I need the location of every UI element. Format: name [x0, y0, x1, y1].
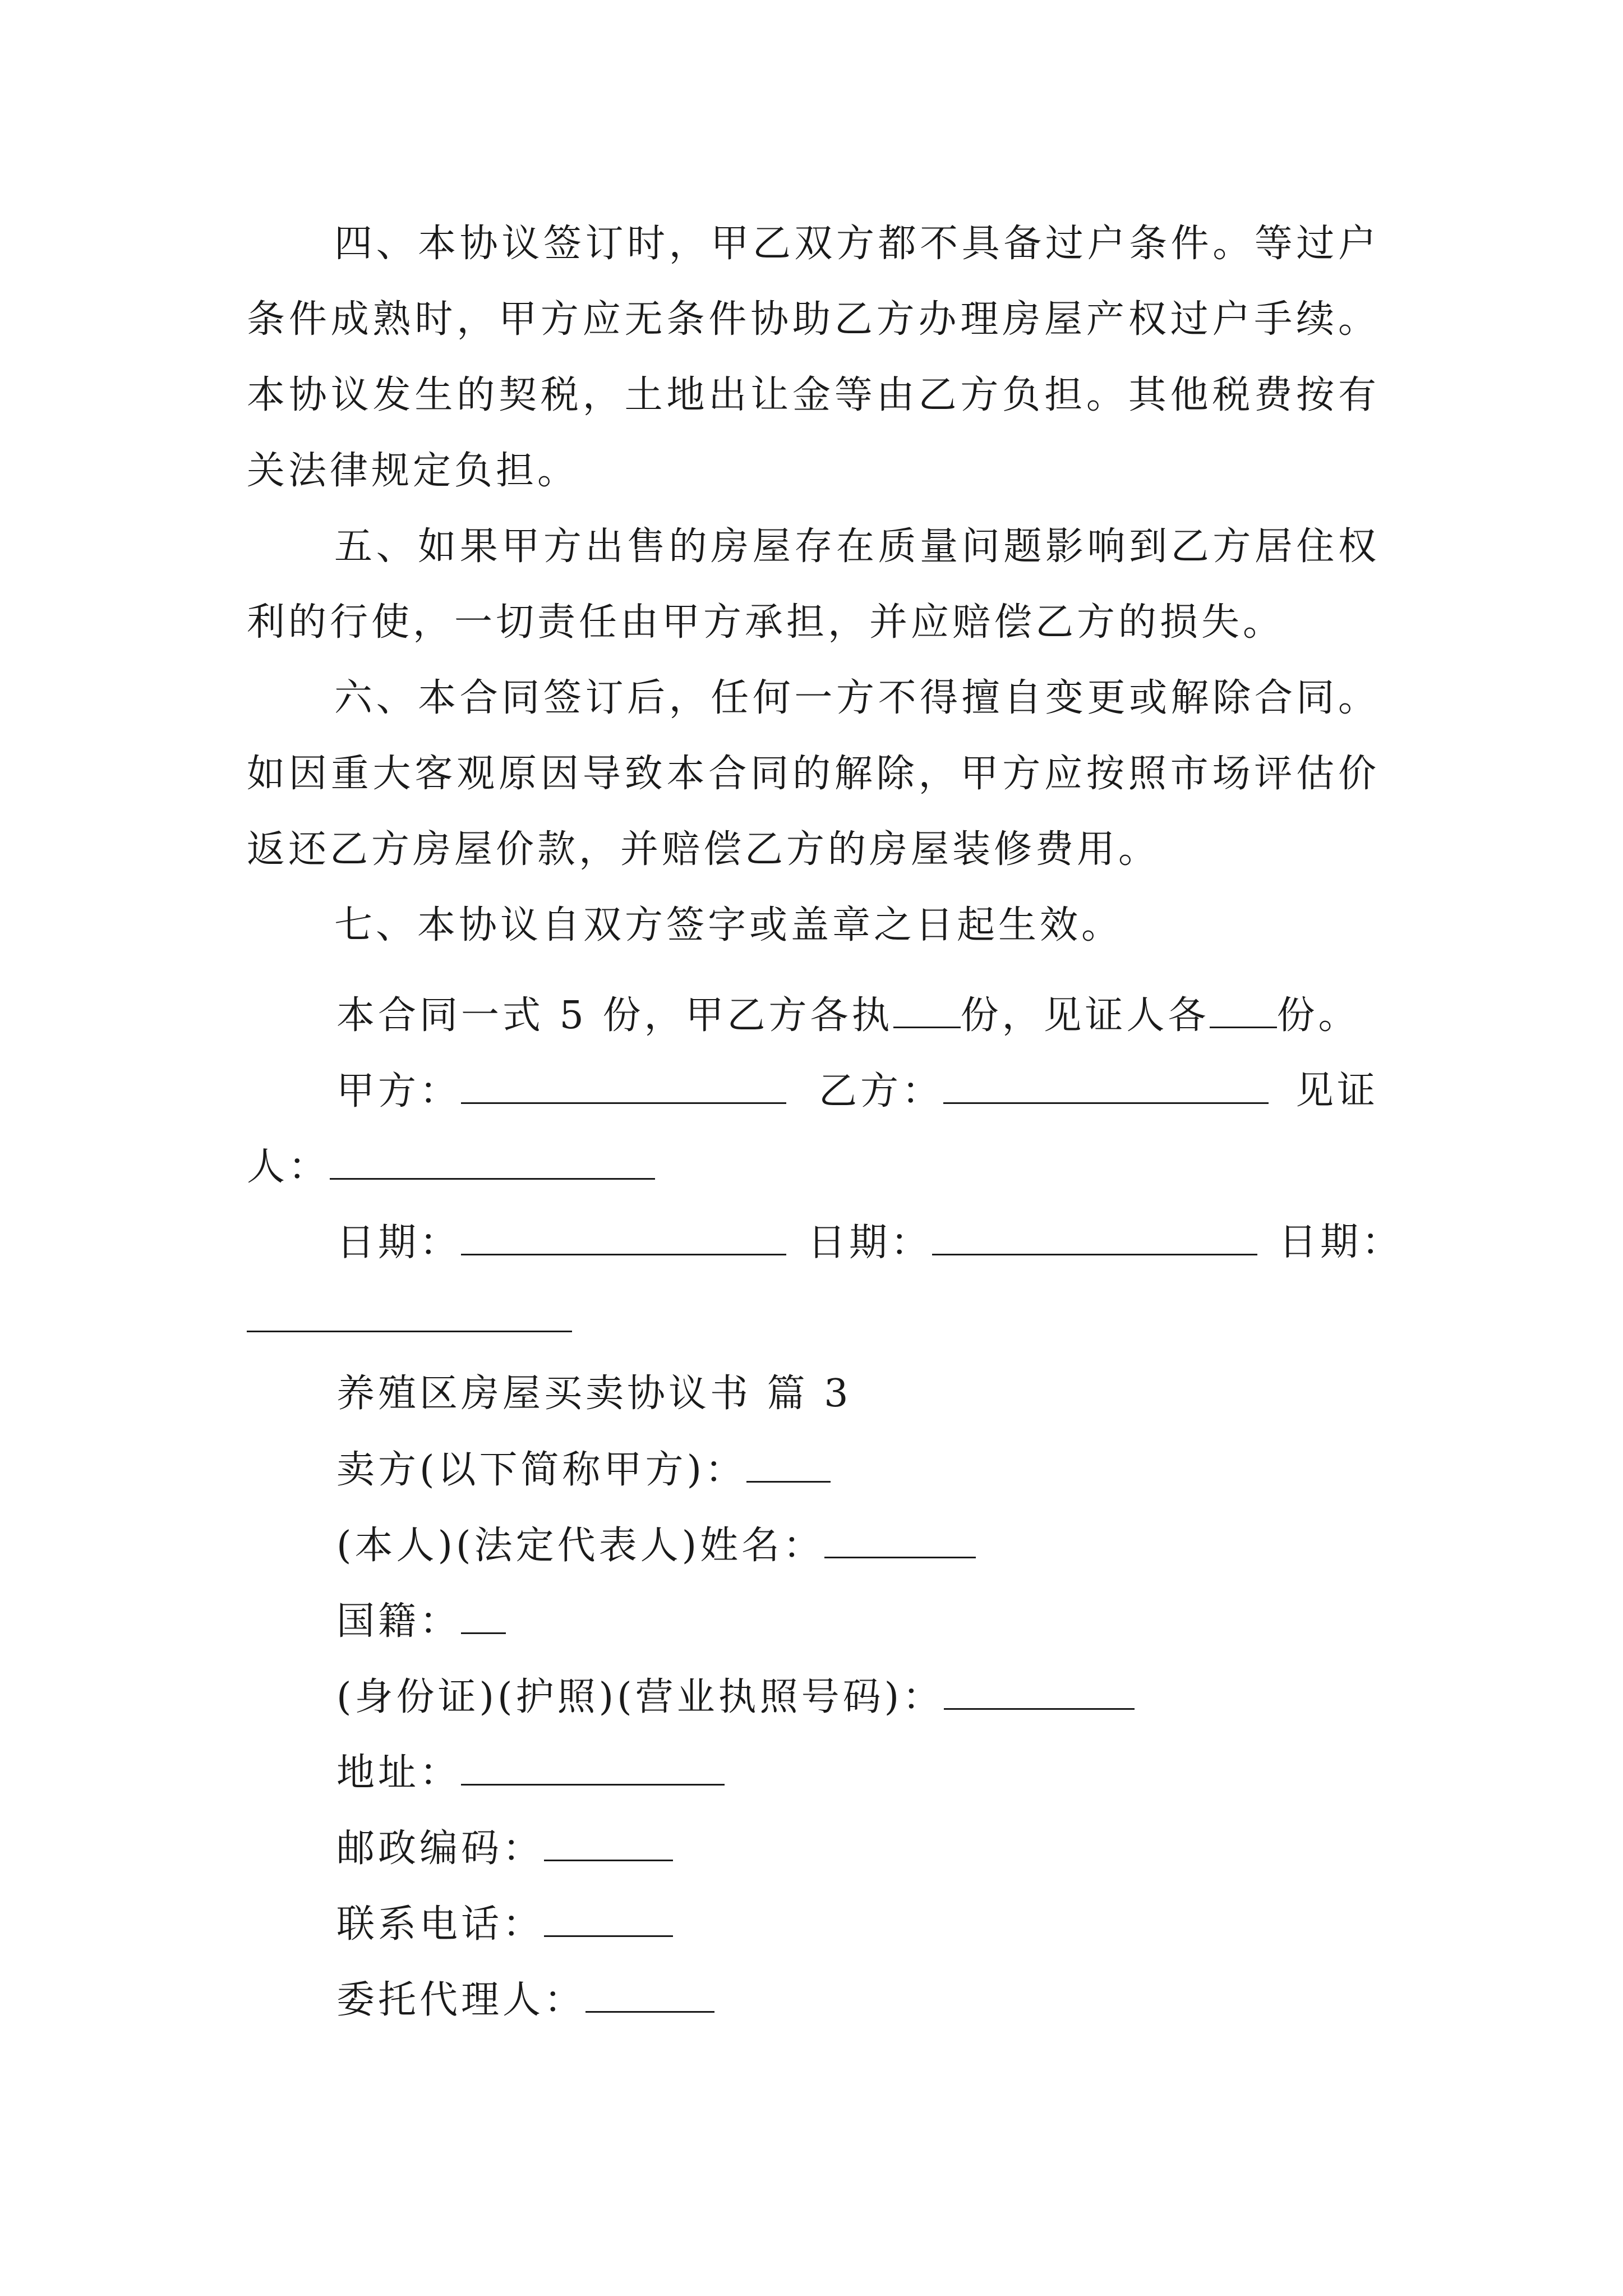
address-blank [461, 1750, 725, 1786]
clause-7: 七、本协议自双方签字或盖章之日起生效。 [334, 903, 1123, 947]
agent-field [336, 1977, 714, 2023]
clause-5: 五、如果甲方出售的房屋存在质量问题影响到乙方居住权利的行使，一切责任由甲方承担，并应赔偿乙方的损失。 [247, 524, 1380, 645]
address-field [336, 1750, 725, 1796]
seller-blank [746, 1447, 831, 1483]
id-label: (身份证)(护照)(营业执照号码)： [336, 1675, 944, 1719]
copies-text-2: 份，见证人各 [960, 993, 1210, 1038]
name-label: (本人)(法定代表人)姓名： [336, 1524, 825, 1568]
copies-line [336, 993, 1360, 1038]
party-a-blank [461, 1069, 786, 1104]
witness-label-2: 人： [247, 1145, 330, 1189]
date-a-label: 日期： [336, 1221, 462, 1265]
nationality-blank [461, 1599, 506, 1634]
agent-label: 委托代理人： [336, 1978, 586, 2022]
phone-field [336, 1902, 673, 1947]
party-b-label: 乙方： [819, 1069, 944, 1114]
date-b-label: 日期： [808, 1221, 933, 1265]
date-b-line [808, 1220, 1257, 1266]
seller-field [336, 1447, 831, 1493]
party-b-line [819, 1069, 1269, 1114]
copies-text-1: 本合同一式 5 份，甲乙方各执 [336, 993, 893, 1038]
copies-witness-blank [1210, 993, 1277, 1028]
phone-blank [544, 1902, 673, 1937]
id-blank [944, 1674, 1135, 1710]
section-title: 养殖区房屋买卖协议书 篇 3 [336, 1372, 852, 1416]
id-field [336, 1674, 1135, 1720]
party-a-label: 甲方： [336, 1069, 462, 1114]
witness-label-1: 见证 [1295, 1069, 1379, 1113]
postcode-label: 邮政编码： [336, 1826, 545, 1871]
date-a-blank [461, 1220, 786, 1255]
copies-party-blank [893, 993, 961, 1028]
party-b-blank [943, 1069, 1269, 1104]
postcode-field [336, 1826, 673, 1871]
witness-line [247, 1144, 655, 1190]
name-field [336, 1523, 976, 1568]
postcode-blank [544, 1826, 673, 1861]
copies-text-3: 份。 [1276, 993, 1360, 1038]
date-c-blank [247, 1331, 572, 1332]
agent-blank [585, 1977, 714, 2013]
nationality-label: 国籍： [336, 1599, 462, 1644]
date-a-line [336, 1220, 786, 1266]
signature-line [336, 1069, 786, 1114]
seller-label: 卖方(以下简称甲方)： [336, 1448, 747, 1492]
name-blank [824, 1523, 976, 1558]
clause-4: 四、本协议签订时，甲乙双方都不具备过户条件。等过户条件成熟时，甲方应无条件协助乙方办理房屋产权过户手续。本协议发生的契税，土地出让金等由乙方负担。其他税费按有关法律规定负担。 [247, 222, 1380, 493]
date-b-blank [932, 1220, 1257, 1255]
date-c-label: 日期： [1279, 1220, 1404, 1264]
clause-6: 六、本合同签订后，任何一方不得擅自变更或解除合同。如因重大客观原因导致本合同的解除，甲方应按照市场评估价返还乙方房屋价款，并赔偿乙方的房屋装修费用。 [247, 676, 1380, 872]
phone-label: 联系电话： [336, 1902, 545, 1947]
witness-blank [330, 1144, 655, 1180]
address-label: 地址： [336, 1751, 462, 1795]
nationality-field [336, 1599, 506, 1644]
